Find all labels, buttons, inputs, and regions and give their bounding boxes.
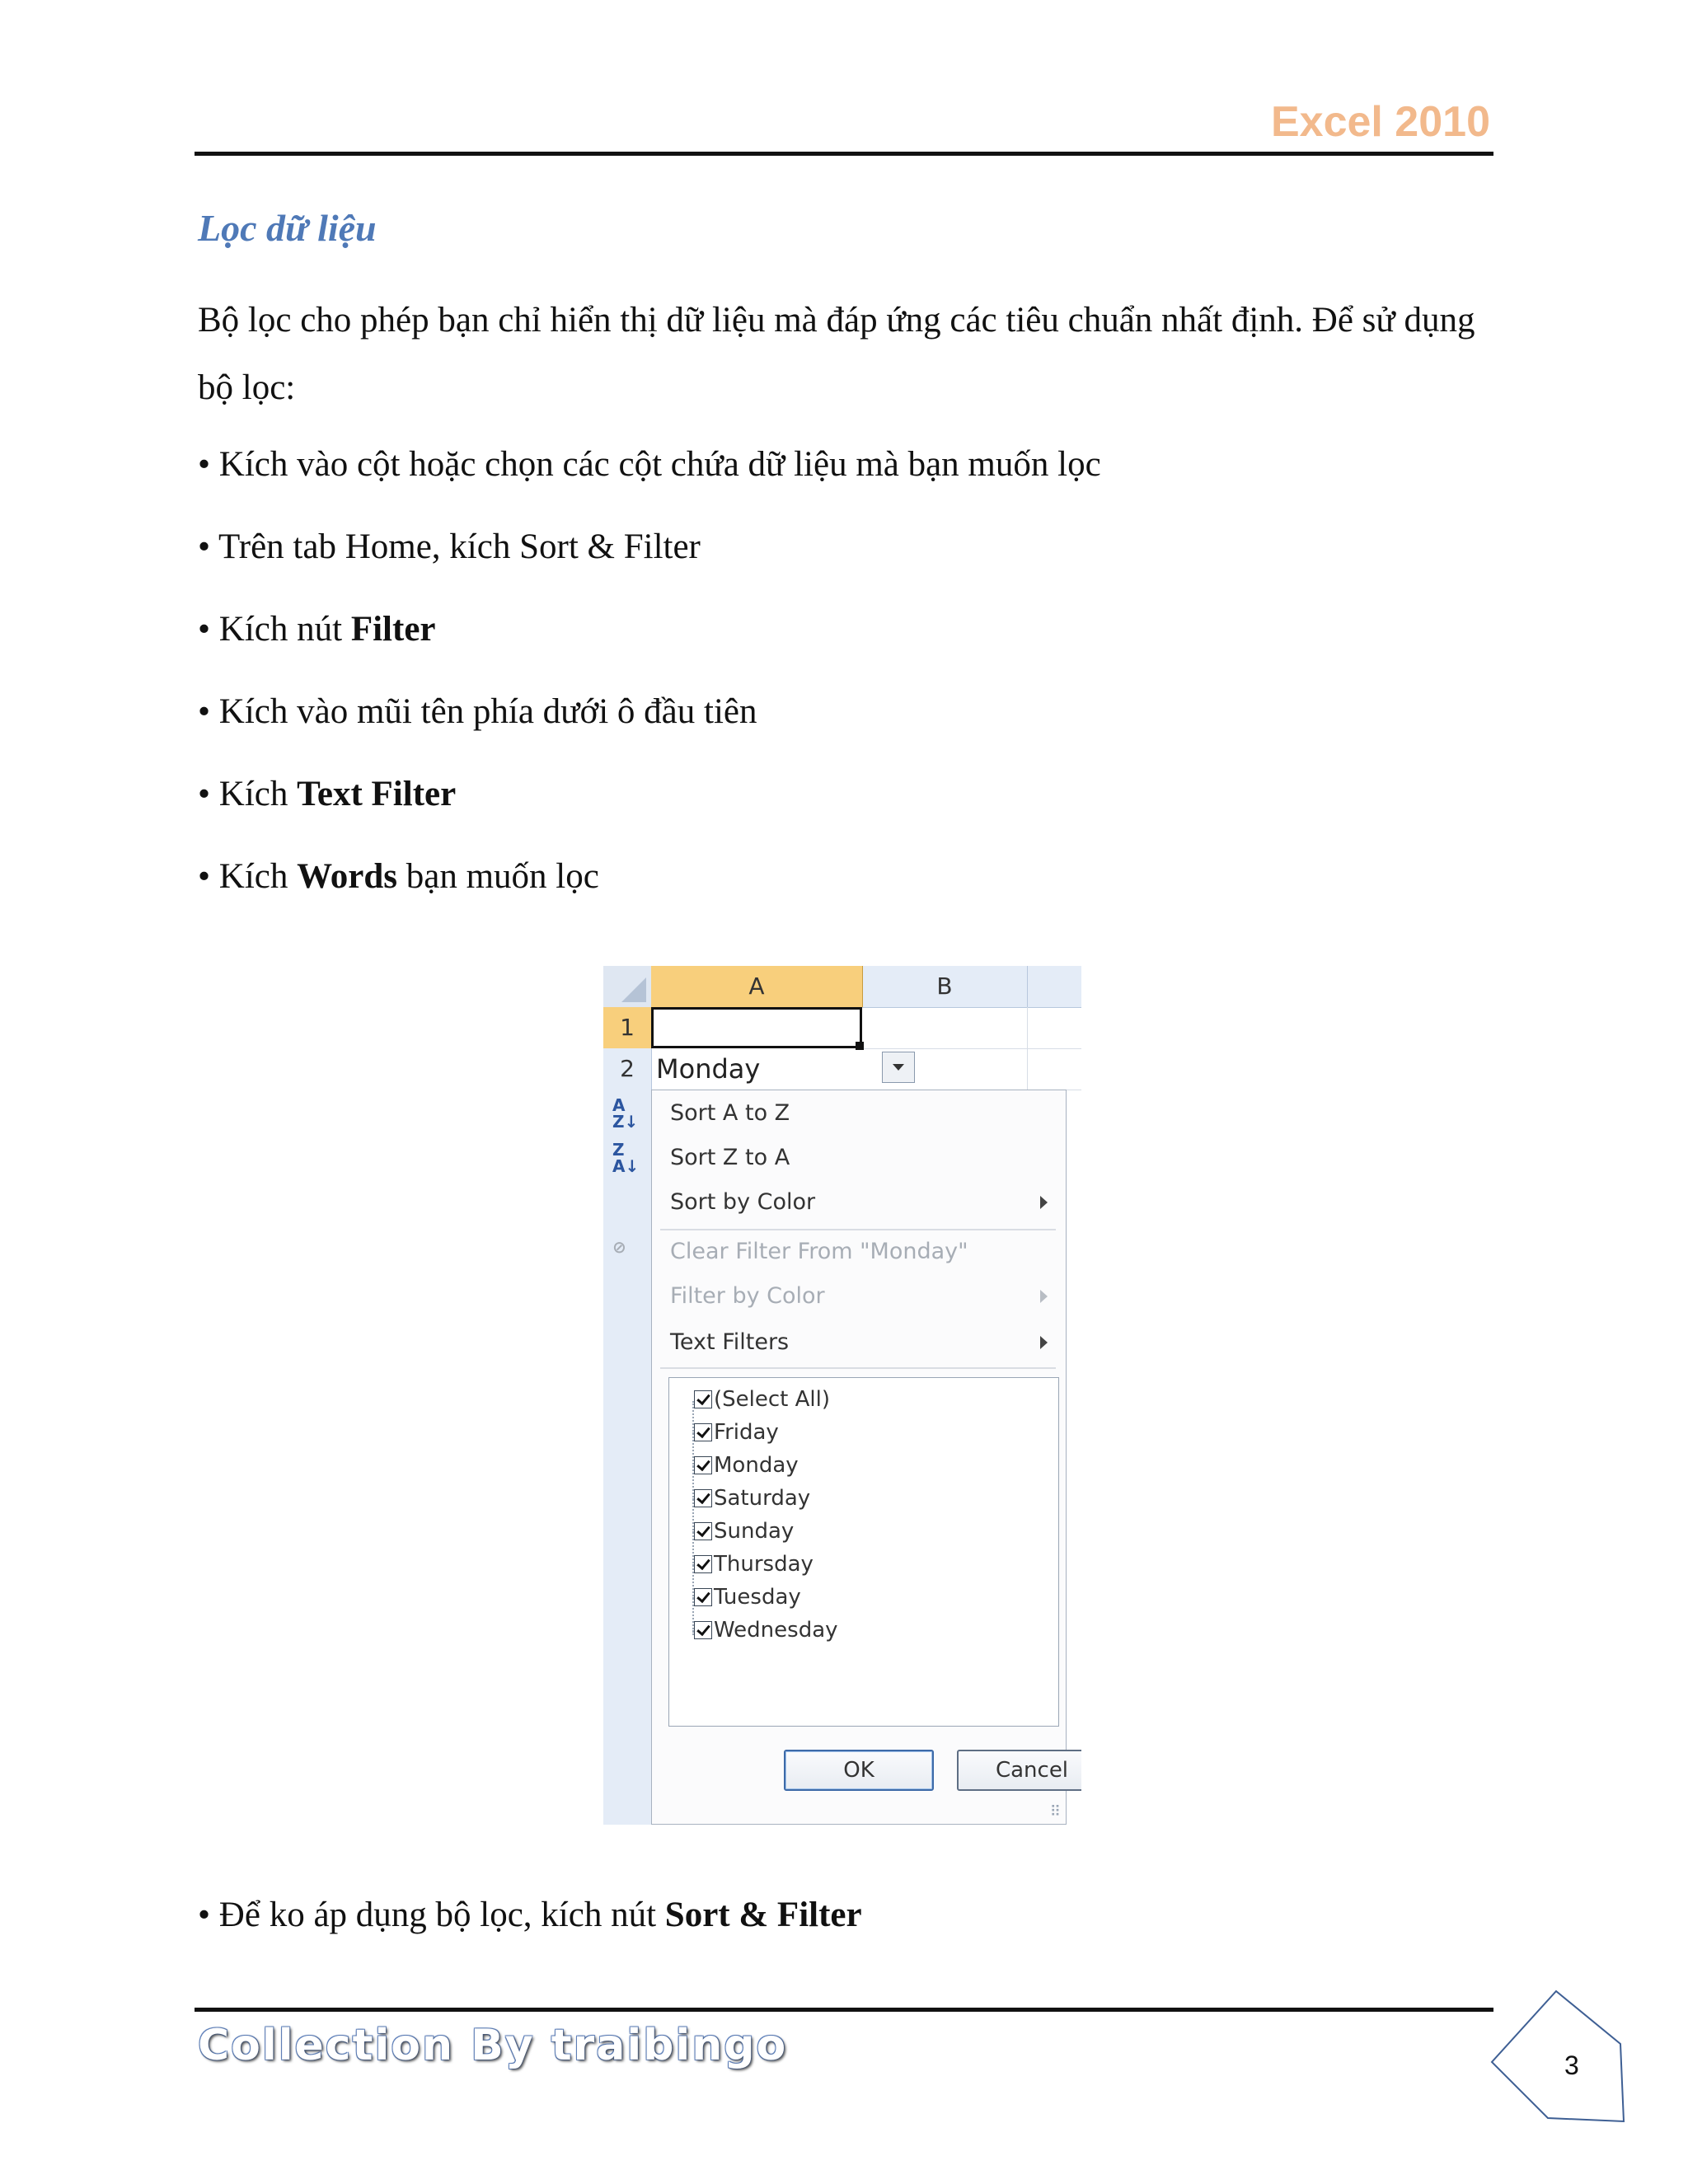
bullet-1: • Kích vào cột hoặc chọn các cột chứa dữ liệu mà bạn muốn lọc xyxy=(198,445,1101,484)
document-header-title: Excel 2010 xyxy=(1270,98,1490,146)
cancel-button[interactable]: Cancel xyxy=(957,1750,1081,1791)
row-header-2[interactable]: 2 xyxy=(603,1048,652,1090)
sort-za-icon: Z A↓ xyxy=(612,1140,640,1176)
row-gutter xyxy=(603,1090,652,1825)
gridline xyxy=(862,1048,1081,1049)
list-item[interactable] xyxy=(714,1615,838,1645)
column-header-a[interactable]: A xyxy=(651,966,863,1007)
page-number-badge xyxy=(1489,1986,1627,2125)
list-item[interactable] xyxy=(714,1582,801,1612)
footer-rule xyxy=(195,2008,1493,2012)
checkbox-checked[interactable] xyxy=(694,1489,712,1507)
menu-item-clear-filter[interactable]: Clear Filter From "Monday" xyxy=(670,1239,968,1264)
section-title: Lọc dữ liệu xyxy=(198,207,377,249)
fill-handle[interactable] xyxy=(856,1042,864,1050)
checkbox-checked[interactable] xyxy=(694,1390,712,1408)
footer-brand: Collection By traibingo xyxy=(198,2021,788,2070)
list-item-label: Wednesday xyxy=(714,1618,838,1643)
list-item-label: Saturday xyxy=(714,1486,811,1511)
menu-separator xyxy=(660,1367,1056,1369)
list-item-label: Thursday xyxy=(714,1552,814,1577)
list-item-label: Tuesday xyxy=(714,1585,801,1610)
list-item[interactable] xyxy=(714,1451,799,1480)
submenu-arrow-icon xyxy=(1040,1290,1048,1303)
filter-value-list xyxy=(668,1377,1059,1727)
menu-item-sort-by-color[interactable]: Sort by Color xyxy=(670,1189,816,1215)
cell-a2[interactable]: Monday xyxy=(656,1053,761,1085)
submenu-arrow-icon xyxy=(1040,1196,1048,1209)
checkbox-checked[interactable] xyxy=(694,1456,712,1474)
menu-item-filter-by-color[interactable]: Filter by Color xyxy=(670,1283,825,1309)
row-header-1[interactable]: 1 xyxy=(603,1007,652,1049)
intro-paragraph: Bộ lọc cho phép bạn chỉ hiển thị dữ liệu mà đáp ứng các tiêu chuẩn nhất định. Để sử dụng bộ lọc: xyxy=(198,301,1475,407)
bullet-5: • Kích Text Filter xyxy=(198,775,457,813)
list-item-label: Monday xyxy=(714,1453,799,1478)
bullet-2: • Trên tab Home, kích Sort & Filter xyxy=(198,527,701,566)
checkbox-checked[interactable] xyxy=(694,1522,712,1540)
checkbox-checked[interactable] xyxy=(694,1423,712,1441)
menu-item-sort-a-to-z[interactable]: Sort A to Z xyxy=(670,1100,790,1126)
bullet-3: • Kích nút Filter xyxy=(198,610,436,649)
page-number: 3 xyxy=(1564,2050,1579,2080)
bullet-4: • Kích vào mũi tên phía dưới ô đầu tiên xyxy=(198,692,757,731)
menu-item-text-filters[interactable]: Text Filters xyxy=(670,1329,790,1355)
filter-dropdown-button[interactable] xyxy=(882,1052,915,1083)
checkbox-checked[interactable] xyxy=(694,1588,712,1606)
list-item-select-all[interactable] xyxy=(714,1385,830,1414)
list-item-label: Friday xyxy=(714,1420,779,1445)
ok-button[interactable]: OK xyxy=(784,1750,934,1791)
chevron-down-icon xyxy=(893,1064,904,1071)
list-item-label: (Select All) xyxy=(714,1387,830,1412)
bullet-6: • Kích Words bạn muốn lọc xyxy=(198,857,599,896)
resize-grip-icon[interactable]: ⠿ xyxy=(1049,1803,1061,1821)
select-all-corner[interactable] xyxy=(603,966,652,1007)
filter-menu xyxy=(612,1090,1069,1825)
checkbox-checked[interactable] xyxy=(694,1555,712,1573)
menu-separator xyxy=(660,1229,1056,1230)
list-item[interactable] xyxy=(714,1483,810,1513)
sort-az-icon: A Z↓ xyxy=(612,1095,639,1132)
list-item[interactable] xyxy=(714,1549,814,1579)
submenu-arrow-icon xyxy=(1040,1336,1048,1349)
column-header-b[interactable]: B xyxy=(862,966,1028,1007)
clear-filter-icon: ⊘ xyxy=(612,1237,626,1257)
cell-a1[interactable] xyxy=(651,1007,862,1048)
bullet-7: • Để ko áp dụng bộ lọc, kích nút Sort & Filter xyxy=(198,1896,862,1934)
list-item[interactable] xyxy=(714,1418,779,1447)
excel-filter-screenshot xyxy=(603,966,1081,1825)
menu-item-sort-z-to-a[interactable]: Sort Z to A xyxy=(670,1145,790,1170)
header-rule xyxy=(195,152,1493,156)
checkbox-checked[interactable] xyxy=(694,1621,712,1639)
list-item[interactable] xyxy=(714,1516,794,1546)
list-item-label: Sunday xyxy=(714,1519,795,1544)
